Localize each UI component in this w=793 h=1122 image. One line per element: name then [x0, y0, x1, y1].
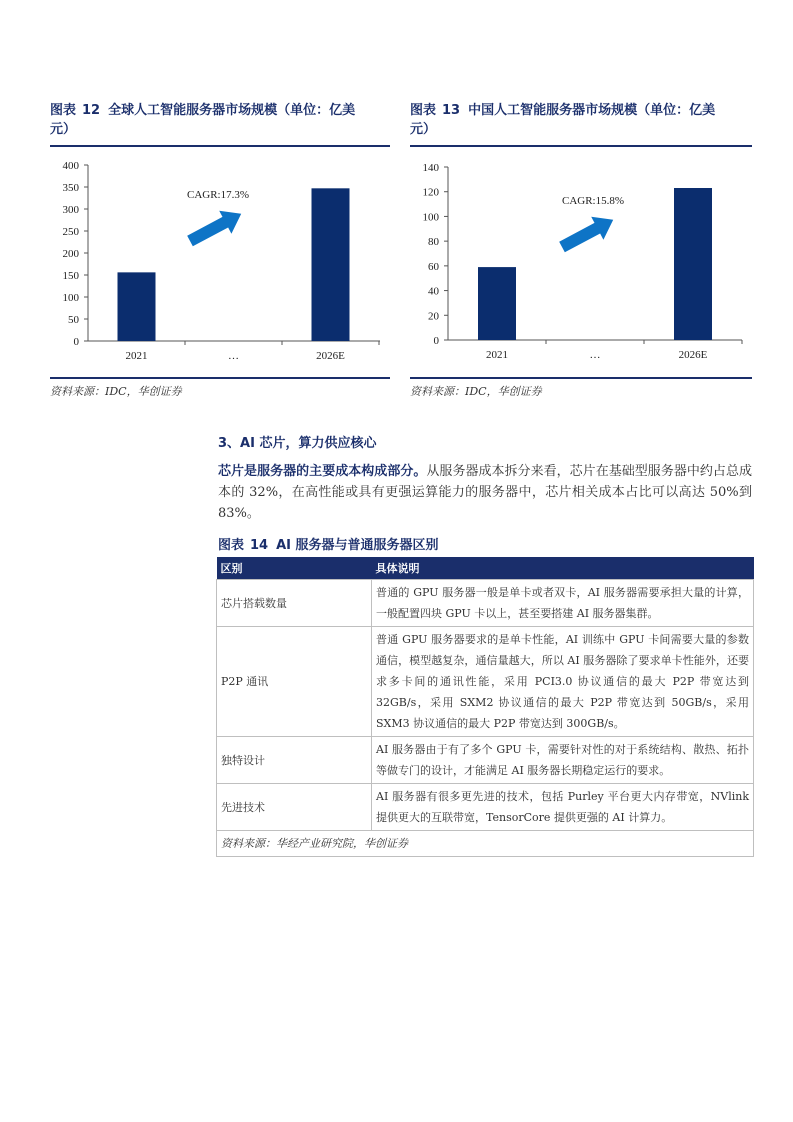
figure12-chart-box: [50, 145, 390, 379]
figure12-label: 图表: [50, 103, 77, 118]
figure12-number: 12: [82, 103, 101, 118]
y-tick-label: 150: [62, 270, 79, 282]
y-tick-label: 350: [62, 182, 79, 194]
x-tick-label: …: [228, 350, 239, 362]
figure13-chart-box: [410, 145, 752, 379]
figure13-title-line1: 中国人工智能服务器市场规模（单位：亿美: [468, 103, 716, 118]
table-row: [217, 627, 754, 737]
paragraph-body: 从服务器成本拆分来看，芯片在基础型服务器中约占总成本的 32%，在高性能或具有更强运算能力的服务器中，芯片相关成本占比可以高达 50%到 83%。: [218, 464, 752, 521]
section-paragraph: [218, 461, 752, 524]
figure13-source: 资料来源：IDC，华创证券: [410, 385, 542, 398]
comparison-table: [216, 557, 754, 857]
figure14-source: 资料来源：华经产业研究院，华创证券: [217, 831, 754, 857]
table-header-row: [217, 557, 754, 580]
y-tick-label: 300: [62, 204, 79, 216]
bar: [478, 267, 516, 340]
row-name: P2P 通讯: [217, 627, 372, 737]
y-tick-label: 100: [62, 292, 79, 304]
figure12-title-line1: 全球人工智能服务器市场规模（单位：亿美: [108, 103, 356, 118]
header-difference: 区别: [217, 557, 372, 580]
row-desc: 普通的 GPU 服务器一般是单卡或者双卡，AI 服务器需要承担大量的计算，一般配置四块 GPU 卡以上，甚至要搭建 AI 服务器集群。: [372, 580, 754, 627]
figure14-number: 14: [250, 538, 269, 553]
figure13-chart: [410, 147, 752, 377]
growth-arrow-icon: [556, 208, 619, 258]
bar: [674, 188, 712, 340]
y-tick-label: 100: [422, 211, 439, 224]
growth-arrow-icon: [184, 202, 247, 252]
y-tick-label: 0: [73, 336, 79, 348]
x-tick-label: 2021: [125, 350, 148, 362]
y-tick-label: 400: [62, 160, 79, 172]
figure13-number: 13: [442, 103, 461, 118]
table-row: [217, 580, 754, 627]
figure12-title-line2: 元）: [50, 122, 77, 137]
figure13-label: 图表: [410, 103, 437, 118]
bar: [312, 188, 350, 341]
y-tick-label: 250: [62, 226, 79, 238]
y-tick-label: 200: [62, 248, 79, 260]
figure12-chart: [50, 147, 390, 377]
figure14-title: [218, 536, 439, 555]
figure13-title: [410, 101, 750, 139]
x-tick-label: 2026E: [316, 350, 345, 362]
row-name: 独特设计: [217, 737, 372, 784]
bar: [118, 272, 156, 341]
table-source-row: [217, 831, 754, 857]
row-desc: 普通 GPU 服务器要求的是单卡性能，AI 训练中 GPU 卡间需要大量的参数通信，模型越复杂，通信量越大，所以 AI 服务器除了要求单卡性能外，还要求多卡间的通讯性能，采用 PCI3.0 协议通信的最大 P2P 带宽达到 32GB/s，采用 SXM2 协议通信的最大 P2P 带宽达到 50GB/s，采用 SXM3 协议通信的最大 P2P 带宽达到 300GB/s。: [372, 627, 754, 737]
x-tick-label: 2026E: [678, 349, 708, 361]
x-tick-label: …: [589, 349, 601, 361]
y-tick-label: 80: [428, 236, 439, 249]
y-tick-label: 140: [422, 162, 439, 174]
cagr-label: CAGR:15.8%: [561, 195, 625, 207]
row-name: 芯片搭载数量: [217, 580, 372, 627]
y-tick-label: 20: [428, 310, 439, 323]
paragraph-lead: 芯片是服务器的主要成本构成部分。: [218, 464, 427, 479]
figure14-table-wrap: [216, 557, 754, 857]
row-desc: AI 服务器由于有了多个 GPU 卡，需要针对性的对于系统结构、散热、拓扑等做专门的设计，才能满足 AI 服务器长期稳定运行的要求。: [372, 737, 754, 784]
x-tick-label: 2021: [486, 349, 508, 361]
header-details: 具体说明: [372, 557, 754, 580]
table-row: [217, 784, 754, 831]
figure12-source: 资料来源：IDC，华创证券: [50, 385, 182, 398]
figure14-title-text: AI 服务器与普通服务器区别: [276, 538, 439, 553]
figure13-title-line2: 元）: [410, 122, 437, 137]
section-heading: 3、AI 芯片，算力供应核心: [218, 436, 377, 451]
row-name: 先进技术: [217, 784, 372, 831]
y-tick-label: 60: [428, 260, 439, 273]
y-tick-label: 50: [68, 314, 79, 326]
row-desc: AI 服务器有很多更先进的技术，包括 Purley 平台更大内存带宽，NVlink 提供更大的互联带宽，TensorCore 提供更强的 AI 计算力。: [372, 784, 754, 831]
y-tick-label: 120: [422, 186, 439, 199]
figure14-label: 图表: [218, 538, 245, 553]
cagr-label: CAGR:17.3%: [186, 189, 250, 201]
y-tick-label: 0: [433, 335, 439, 347]
y-tick-label: 40: [428, 285, 439, 298]
table-row: [217, 737, 754, 784]
figure12-title: [50, 101, 385, 139]
